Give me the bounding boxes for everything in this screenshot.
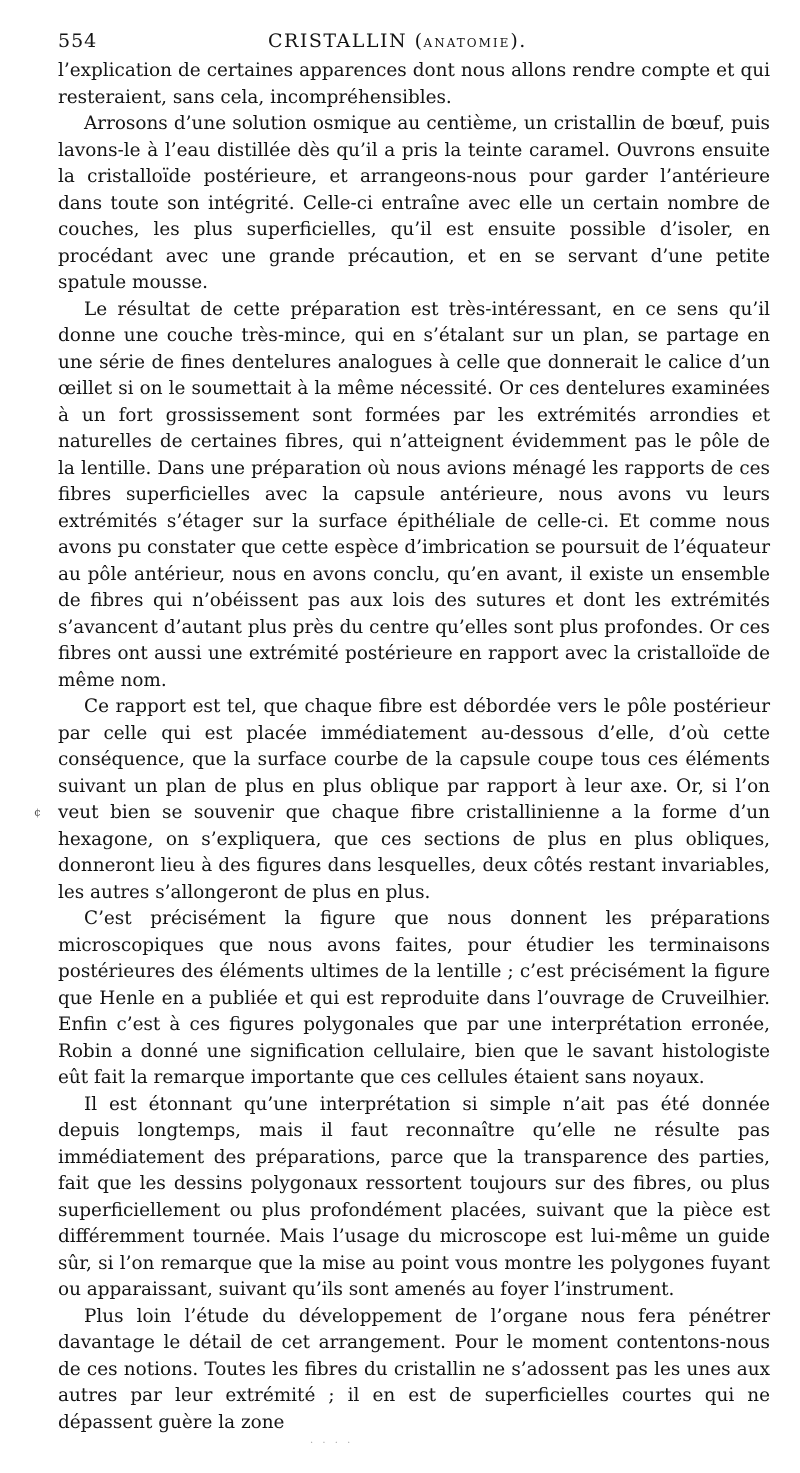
print-marks: · · · · <box>310 1438 354 1449</box>
running-title-main: CRISTALLIN ( <box>268 30 424 52</box>
body-text <box>58 58 770 1436</box>
page-number: 554 <box>58 30 98 52</box>
running-header <box>58 26 770 58</box>
paragraph-polygonal-figures: C’est précisément la figure que nous donnent les préparations microscopiques que nous avons faites, pour étudier les terminaisons postérieures des éléments ultimes de la lentille ; c’est précisément la figure que Henle en a publiée et qui est reproduite dans l’ouvrage de Cruveilhier. Enfin c’est à ces figures polygonales que par une interprétation erronée, Robin a donné une signification cellulaire, bien que le savant histologiste eût fait la remarque importante que ces cellules étaient sans noyaux. <box>58 908 770 1088</box>
paragraph-development: Plus loin l’étude du développement de l’organe nous fera pénétrer davantage le détail de cet arrangement. Pour le moment contentons-nous de ces notions. Toutes les fibres du cristallin ne s’adossent pas les unes aux autres par leur extrémité ; il en est de superficielles courtes qui ne dépassent guère la zone <box>58 1305 770 1433</box>
paragraph-interpretation: Il est étonnant qu’une interprétation si simple n’ait pas été donnée depuis longtemps, mais il faut reconnaître qu’elle ne résulte pas immédiatement des préparations, parce que la transparence des parties, fait que les dessins polygonaux ressortent toujours sur des fibres, ou plus superficiellement ou plus profondément placées, suivant que la pièce est différemment tournée. Mais l’usage du microscope est lui-même un guide sûr, si l’on remarque que la mise au point vous montre les polygones fuyant ou apparaissant, suivant qu’ils sont amenés au foyer l’instrument. <box>58 1093 770 1300</box>
book-page <box>58 26 770 1436</box>
running-title-subject: ANATOMIE <box>423 36 511 50</box>
paragraph-osmic-preparation: Arrosons d’une solution osmique au centième, un cristallin de bœuf, puis lavons-le à l’eau distillée dès qu’il a pris la teinte caramel. Ouvrons ensuite la cristalloïde postérieure, et arrangeons-nous pour garder l’antérieure dans toute son intégrité. Celle-ci entraîne avec elle un certain nombre de couches, les plus superficielles, qu’il est ensuite possible d’isoler, en procédant avec une grande précaution, et en se servant d’une petite spatule mousse. <box>58 113 770 293</box>
paragraph-continued: l’explication de certaines apparences dont nous allons rendre compte et qui resteraient, sans cela, incompréhensibles. <box>58 60 770 108</box>
paragraph-fiber-relation: Ce rapport est tel, que chaque fibre est débordée vers le pôle postérieur par celle qui est placée immédiatement au-dessous d’elle, d’où cette conséquence, que la surface courbe de la capsule coupe tous ces éléments suivant un plan de plus en plus oblique par rapport à leur axe. Or, si l’on veut bien se souvenir que chaque fibre cristallinienne a la forme d’un hexagone, on s’expliquera, que ces sections de plus en plus obliques, donneront lieu à des figures dans lesquelles, deux côtés restant invariables, les autres s’allongeront de plus en plus. <box>58 696 770 903</box>
running-title-end: ). <box>510 30 527 52</box>
running-title <box>268 30 527 52</box>
print-speck: ¢ <box>34 806 41 819</box>
paragraph-preparation-result: Le résultat de cette préparation est très-intéressant, en ce sens qu’il donne une couche très-mince, qui en s’étalant sur un plan, se partage en une série de fines dentelures analogues à celle que donnerait le calice d’un œillet si on le soumettait à la même nécessité. Or ces dentelures examinées à un fort grossissement sont formées par les extrémités arrondies et naturelles de certaines fibres, qui n’atteignent évidemment pas le pôle de la lentille. Dans une préparation où nous avions ménagé les rapports de ces fibres superficielles avec la capsule antérieure, nous avons vu leurs extrémités s’étager sur la surface épithéliale de celle-ci. Et comme nous avons pu constater que cette espèce d’imbrication se poursuit de l’équateur au pôle antérieur, nous en avons conclu, qu’en avant, il existe un ensemble de fibres qui n’obéissent pas aux lois des sutures et dont les extrémités s’avancent d’autant plus près du centre qu’elles sont plus profondes. Or ces fibres ont aussi une extrémité postérieure en rapport avec la cristalloïde de même nom. <box>58 298 770 691</box>
